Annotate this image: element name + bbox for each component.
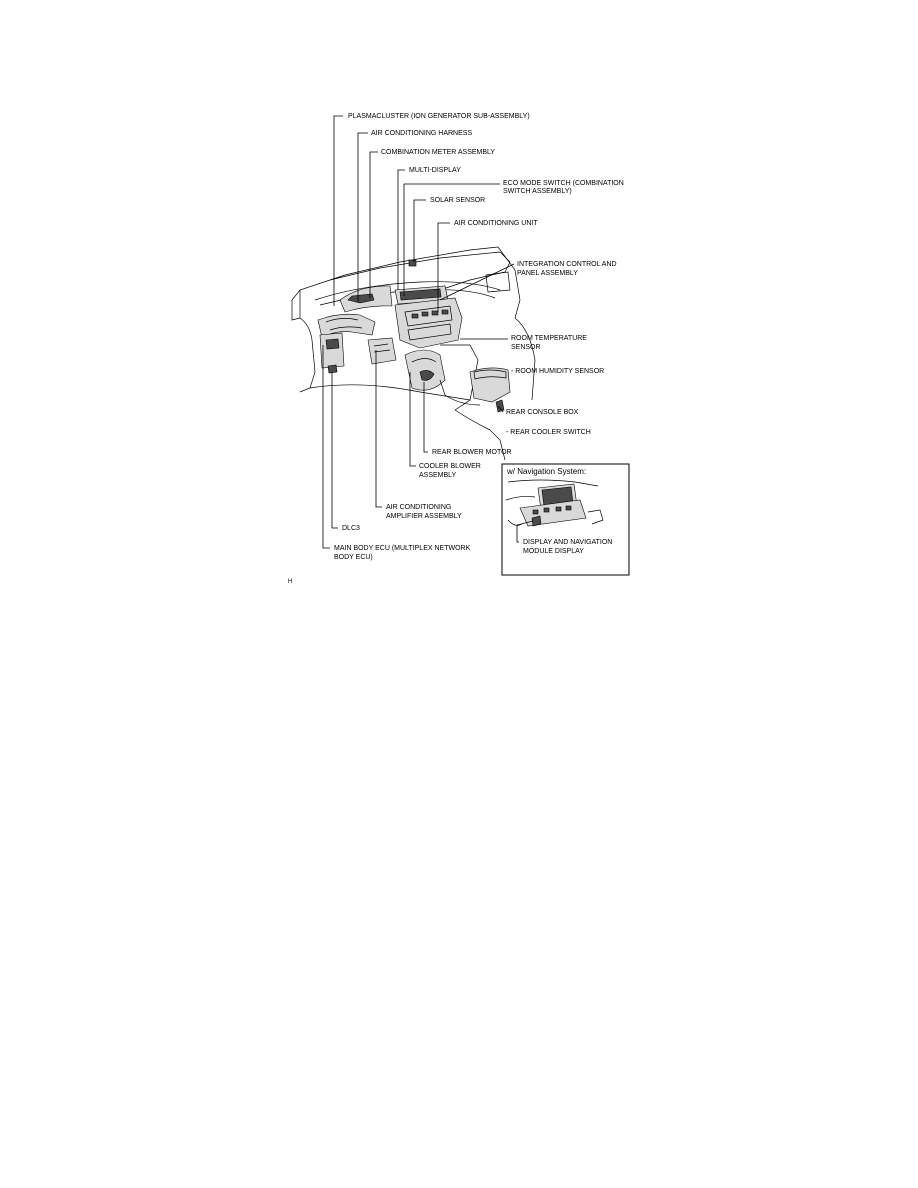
label-cooler-blower-line1: COOLER BLOWER — [419, 463, 481, 470]
label-integration-control-line1: INTEGRATION CONTROL AND — [517, 261, 617, 268]
inset-label-line1: DISPLAY AND NAVIGATION — [523, 539, 613, 546]
label-rear-blower-motor: REAR BLOWER MOTOR — [432, 449, 512, 456]
label-ac-amplifier-line1: AIR CONDITIONING — [386, 504, 452, 511]
label-ac-harness: AIR CONDITIONING HARNESS — [371, 130, 473, 137]
label-eco-mode-switch-line2: SWITCH ASSEMBLY) — [503, 188, 572, 195]
label-ac-unit: AIR CONDITIONING UNIT — [454, 220, 538, 227]
label-dlc3: DLC3 — [342, 525, 360, 532]
label-cooler-blower-line2: ASSEMBLY — [419, 472, 457, 479]
label-combination-meter: COMBINATION METER ASSEMBLY — [381, 149, 496, 156]
dashboard-illustration — [292, 247, 535, 460]
label-rear-cooler-switch: - REAR COOLER SWITCH — [506, 429, 591, 436]
label-main-body-ecu-line1: MAIN BODY ECU (MULTIPLEX NETWORK — [334, 545, 471, 552]
label-integration-control-line2: PANEL ASSEMBLY — [517, 270, 578, 277]
label-solar-sensor: SOLAR SENSOR — [430, 197, 486, 204]
label-multi-display: MULTI-DISPLAY — [409, 167, 461, 174]
navigation-inset — [502, 464, 629, 575]
label-rear-console-box: REAR CONSOLE BOX — [506, 409, 579, 416]
inset-title: w/ Navigation System: — [507, 467, 587, 476]
label-main-body-ecu-line2: BODY ECU) — [334, 554, 373, 561]
label-room-humidity: - ROOM HUMIDITY SENSOR — [511, 368, 605, 375]
label-plasmacluster: PLASMACLUSTER (ION GENERATOR SUB-ASSEMBLY) — [348, 113, 530, 120]
inset-label-line2: MODULE DISPLAY — [523, 548, 584, 555]
label-room-temperature-line2: SENSOR — [511, 344, 541, 351]
label-room-temperature-line1: ROOM TEMPERATURE — [511, 335, 587, 342]
label-eco-mode-switch-line1: ECO MODE SWITCH (COMBINATION — [503, 180, 624, 187]
figure-code: H — [288, 579, 293, 585]
label-ac-amplifier-line2: AMPLIFIER ASSEMBLY — [386, 513, 462, 520]
